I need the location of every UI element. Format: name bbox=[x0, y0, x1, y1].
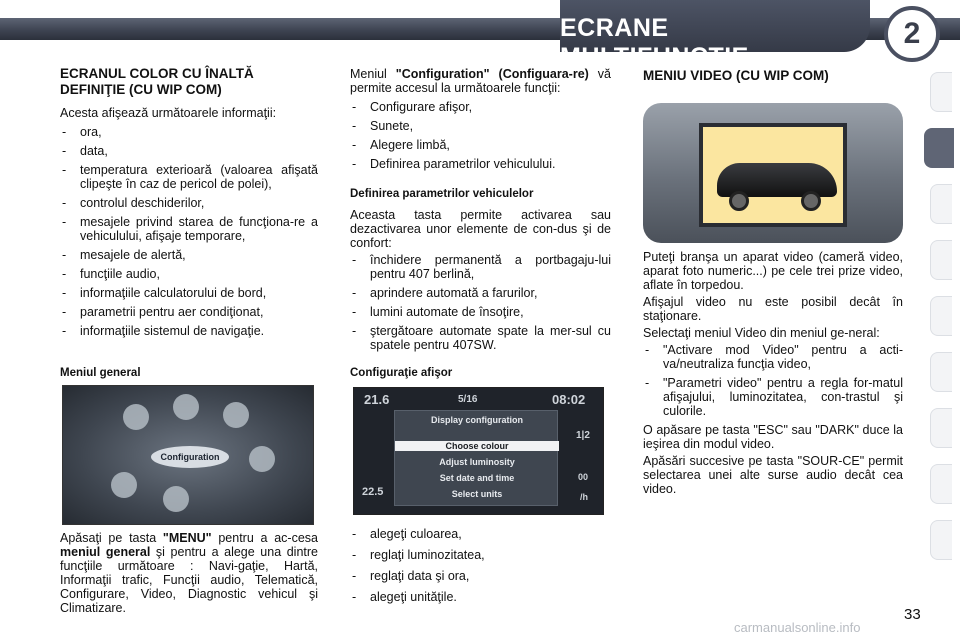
video-paragraph-4: O apăsare pe tasta "ESC" sau "DARK" duce la ieşirea din modul video. bbox=[643, 423, 903, 451]
display-config-panel bbox=[394, 410, 558, 506]
config-list bbox=[350, 100, 611, 171]
chapter-tab-8[interactable] bbox=[930, 464, 952, 504]
list-item: - aprindere automată a farurilor, bbox=[350, 286, 611, 300]
video-screen-image bbox=[643, 103, 903, 243]
list-item: - data, bbox=[60, 144, 318, 158]
list-item: - reglaţi data şi ora, bbox=[350, 569, 611, 583]
menu-key-description bbox=[60, 531, 318, 615]
column-middle bbox=[350, 67, 611, 357]
audio-icon bbox=[111, 472, 137, 498]
watermark: carmanualsonline.info bbox=[734, 620, 861, 635]
list-item: - Sunete, bbox=[350, 119, 611, 133]
chapter-number: 2 bbox=[884, 6, 940, 62]
clock-readout: 08:02 bbox=[552, 392, 586, 407]
list-item: - închidere permanentă a portbagaju-lui pentru 407 berlină, bbox=[350, 253, 611, 281]
diagnostic-icon bbox=[163, 486, 189, 512]
heading-vehicle-params: Definirea parametrilor vehiculelor bbox=[350, 188, 534, 200]
left-readout-bottom: 22.5 bbox=[362, 486, 384, 498]
side-readout-top: 1|2 bbox=[576, 430, 590, 441]
list-item: - alegeţi unităţile. bbox=[350, 590, 611, 604]
list-item: - informaţiile calculatorului de bord, bbox=[60, 286, 318, 300]
configuration-label: Configuration bbox=[151, 446, 229, 468]
chapter-tab-6[interactable] bbox=[930, 352, 952, 392]
list-item: - alegeţi culoarea, bbox=[350, 527, 611, 541]
option-select-units[interactable]: Select units bbox=[451, 489, 503, 499]
list-item: - "Activare mod Video" pentru a acti-va/neutraliza funcţia video, bbox=[643, 343, 903, 371]
chapter-tab-4[interactable] bbox=[930, 240, 952, 280]
list-item: - informaţiile sistemul de navigaţie. bbox=[60, 324, 318, 338]
vehicle-params-list bbox=[350, 253, 611, 352]
list-item: - ştergătoare automate spate la mer-sul cu spatele pentru 407SW. bbox=[350, 324, 611, 352]
display-config-image bbox=[353, 387, 604, 515]
video-options-list bbox=[643, 343, 903, 418]
heading-display-config: Configuraţie afişor bbox=[350, 367, 453, 379]
option-adjust-luminosity[interactable]: Adjust luminosity bbox=[439, 457, 515, 467]
climate-icon bbox=[249, 446, 275, 472]
track-readout: 5/16 bbox=[458, 394, 478, 405]
list-item: - funcţiile audio, bbox=[60, 267, 318, 281]
car-wheel-front bbox=[729, 191, 749, 211]
general-menu-image bbox=[62, 385, 314, 525]
menu-key-text: Apăsaţi pe tasta "MENU" pentru a ac-cesa meniul general şi pentru a alege una dintre funcţiile următoare : Navi-gaţie, Hartă, Informaţii trafic, Funcţii audio, Telematică, Configurare, Video, Diagnostic vehicul şi Climatizare. bbox=[60, 531, 318, 615]
chapter-tab-2-active[interactable] bbox=[924, 128, 954, 168]
navigation-icon bbox=[123, 404, 149, 430]
info-list bbox=[60, 125, 318, 338]
section-title-color-screen: ECRANUL COLOR CU ÎNALTĂ DEFINIŢIE (CU WIP COM) bbox=[60, 66, 254, 97]
video-paragraph-1: Puteţi branşa un aparat video (cameră video, aparat foto numeric...) pe cele trei prize video, aflate în torpedou. bbox=[643, 250, 903, 292]
chapter-tab-5[interactable] bbox=[930, 296, 952, 336]
page-title: ECRANE MULTIFUNCŢIE bbox=[560, 14, 749, 71]
panel-title: Display configuration bbox=[430, 415, 523, 425]
list-item: - ora, bbox=[60, 125, 318, 139]
chapter-tab-9[interactable] bbox=[930, 520, 952, 560]
page-number: 33 bbox=[904, 606, 921, 623]
list-item: - Configurare afişor, bbox=[350, 100, 611, 114]
phone-icon bbox=[223, 402, 249, 428]
video-paragraph-2: Afişajul video nu este posibil decât în staţionare. bbox=[643, 295, 903, 323]
list-item: - parametrii pentru aer condiţionat, bbox=[60, 305, 318, 319]
config-intro: Meniul "Configuration" (Configuara-re) vă permite accesul la următoarele funcţii: bbox=[350, 67, 611, 95]
menu-key: "MENU" bbox=[162, 531, 212, 545]
list-item: - Alegere limbă, bbox=[350, 138, 611, 152]
list-item: - lumini automate de însoţire, bbox=[350, 305, 611, 319]
column-left bbox=[60, 66, 318, 343]
display-config-options bbox=[350, 527, 611, 611]
list-item: - temperatura exterioară (valoarea afişată clipeşte în caz de pericol de polei), bbox=[60, 163, 318, 191]
heading-general-menu: Meniul general bbox=[60, 367, 141, 379]
video-paragraph-3: Selectaţi meniul Video din meniul ge-neral: bbox=[643, 326, 880, 340]
chapter-tab-3[interactable] bbox=[930, 184, 952, 224]
header-title-box bbox=[560, 0, 870, 71]
intro-text: Acesta afişează următoarele informaţii: bbox=[60, 106, 277, 120]
vehicle-params-text: Aceasta tasta permite activarea sau dezactivarea unor elemente de con-dus şi de confort: bbox=[350, 208, 611, 250]
display-config-list bbox=[350, 527, 611, 604]
video-display bbox=[699, 123, 847, 227]
list-item: - reglaţi luminozitatea, bbox=[350, 548, 611, 562]
video-paragraph-5: Apăsări succesive pe tasta "SOUR-CE" permit selectarea unei alte surse audio decât cea video. bbox=[643, 454, 903, 496]
chapter-tab-7[interactable] bbox=[930, 408, 952, 448]
temperature-readout: 21.6 bbox=[364, 392, 390, 407]
general-menu-term: meniul general bbox=[60, 545, 151, 559]
side-readout-mid: 00 bbox=[578, 472, 589, 482]
list-item: - controlul deschiderilor, bbox=[60, 196, 318, 210]
column-right bbox=[643, 250, 903, 496]
option-set-date-time[interactable]: Set date and time bbox=[439, 473, 515, 483]
side-readout-bottom: /h bbox=[580, 492, 588, 502]
chapter-tabs bbox=[924, 66, 960, 580]
car-wheel-rear bbox=[801, 191, 821, 211]
list-item: - "Parametri video" pentru a regla for-matul afişajului, luminozitatea, con-trastul şi culorile. bbox=[643, 376, 903, 418]
section-title-video-menu: MENIU VIDEO (CU WIP COM) bbox=[643, 68, 829, 83]
list-item: - mesajele privind starea de funcţiona-re a vehiculului, afişaje temporare, bbox=[60, 215, 318, 243]
chapter-tab-1[interactable] bbox=[930, 72, 952, 112]
list-item: - Definirea parametrilor vehiculului. bbox=[350, 157, 611, 171]
list-item: - mesajele de alertă, bbox=[60, 248, 318, 262]
option-choose-colour[interactable]: Choose colour bbox=[395, 441, 559, 451]
warning-icon bbox=[173, 394, 199, 420]
